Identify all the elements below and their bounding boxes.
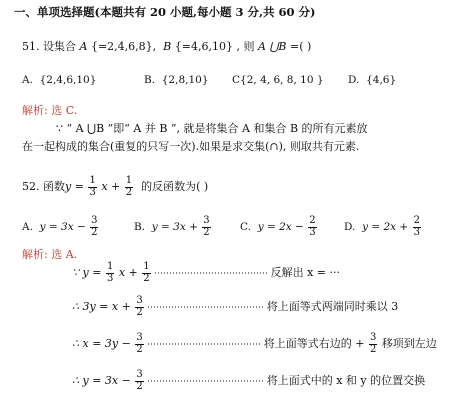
stem-text: 函数 <box>43 180 65 193</box>
equals-sign: = <box>74 180 84 193</box>
option-a-52 <box>22 216 99 238</box>
step-1 <box>72 262 340 284</box>
step-lhs: ∴ y = 3x − <box>72 374 131 387</box>
fraction: $\frac{3}{2}$ <box>136 295 143 318</box>
option-expr: y = 2x − <box>257 221 304 233</box>
set-b-elements: {=4,6,10} <box>174 40 233 53</box>
set-b-name: B <box>163 40 172 53</box>
set-a-elements: {=2,4,6,8}, <box>90 40 157 53</box>
question-52-stem <box>22 176 208 198</box>
stem-text: =( ) <box>290 40 312 53</box>
section-title: 一、单项选择题(本题共有 20 小题,每小题 3 分,共 60 分) <box>14 5 316 19</box>
fraction: $\frac{3}{2}$ <box>136 332 143 355</box>
step-4 <box>72 370 425 392</box>
option-c-52 <box>240 216 318 238</box>
step-note: 将上面式中的 x 和 y 的位置交换 <box>266 374 426 387</box>
option-label: C. <box>240 221 251 233</box>
fraction: $\frac{3}{2}$ <box>136 369 143 392</box>
explanation-51-line2: 在一起构成的集合(重复的只写一次).如果是求交集(∩), 则取共有元素. <box>22 140 360 153</box>
option-label: D. <box>344 221 356 233</box>
option-expr: y = 3x − <box>39 221 86 233</box>
explanation-51-line1: ∵ “ A ⋃B ”即“ A 并 B ”, 就是将集合 A 和集合 B 的所有元素放 <box>56 122 368 135</box>
step-note: 反解出 x = ··· <box>270 266 341 279</box>
option-label: B. <box>144 74 156 86</box>
stem-text: 的反函数为( ) <box>141 180 209 193</box>
fraction: $\frac{3}{2}$ <box>203 215 210 238</box>
step-note: 将上面等式右边的 + <box>263 337 365 350</box>
step-note: 将上面等式两端同时乘以 3 <box>266 300 399 313</box>
fraction: $\frac{2}{3}$ <box>413 215 420 238</box>
fraction: $\frac{3}{2}$ <box>91 215 98 238</box>
option-expr: y = 3x + <box>151 221 198 233</box>
step-lhs: ∴ 3y = x + <box>72 300 131 313</box>
dotted-leader <box>148 305 263 309</box>
x-plus: x + <box>101 180 121 193</box>
option-expr: y = 2x + <box>362 221 409 233</box>
option-text: {2,8,10} <box>161 74 209 86</box>
option-label: A. <box>22 74 33 86</box>
step-note: 移项到左边 <box>381 337 437 350</box>
step-term: x + <box>118 266 138 279</box>
stem-text: , 则 <box>236 40 255 53</box>
answer-52: 解析: 选 A. <box>22 248 78 261</box>
option-text: {2,4,6,10} <box>39 74 97 86</box>
option-a-51 <box>22 74 96 87</box>
step-lhs: ∵ y = <box>72 266 102 279</box>
set-a-name: A <box>79 40 88 53</box>
step-3 <box>72 333 437 355</box>
step-2 <box>72 296 398 318</box>
question-51-stem <box>22 40 311 53</box>
option-label: D. <box>348 74 360 86</box>
option-label: C <box>232 74 241 86</box>
fraction: $\frac{1}{3}$ <box>106 261 114 284</box>
option-label: A. <box>22 221 33 233</box>
fraction: $\frac{3}{2}$ <box>369 332 377 355</box>
union-expression: A ⋃B <box>257 40 287 53</box>
question-number: 51. <box>22 40 40 53</box>
var-y: y <box>65 180 72 193</box>
fraction: $\frac{2}{3}$ <box>309 215 316 238</box>
option-d-52 <box>344 216 422 238</box>
dotted-leader <box>155 271 267 275</box>
dotted-leader <box>148 379 263 383</box>
answer-51: 解析: 选 C. <box>22 104 78 117</box>
option-text: {2, 4, 6, 8, 10 } <box>240 74 324 86</box>
fraction: $\frac{1}{3}$ <box>89 175 96 198</box>
option-text: {4,6} <box>366 74 397 86</box>
dotted-leader <box>148 342 260 346</box>
question-number: 52. <box>22 180 40 193</box>
option-c-51 <box>232 74 324 87</box>
step-lhs: ∴ x = 3y − <box>72 337 131 350</box>
option-label: B. <box>134 221 146 233</box>
fraction: $\frac{1}{2}$ <box>125 175 133 198</box>
option-d-51 <box>348 74 396 87</box>
stem-text: 设集合 <box>43 40 76 53</box>
fraction: $\frac{1}{2}$ <box>143 261 150 284</box>
option-b-51 <box>144 74 209 87</box>
option-b-52 <box>134 216 212 238</box>
